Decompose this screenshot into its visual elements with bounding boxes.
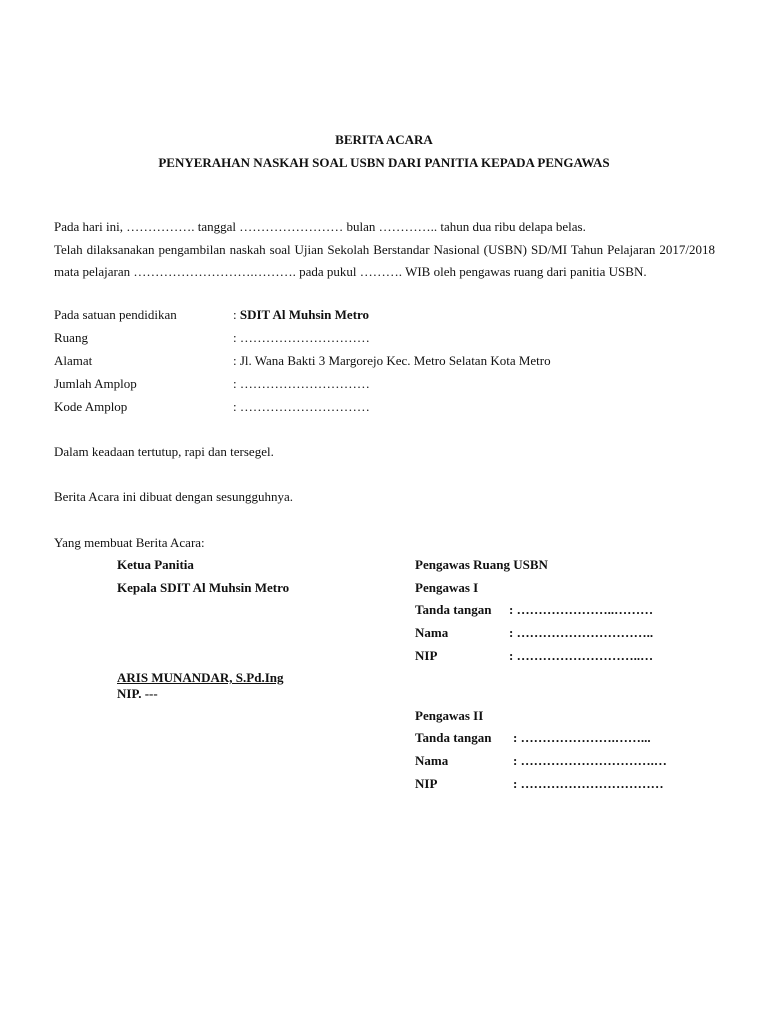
- detail-label: Alamat: [54, 353, 93, 368]
- detail-value: : …………………………: [233, 399, 370, 414]
- field-value: : …………………..………: [509, 602, 654, 617]
- field-label: NIP: [415, 648, 438, 663]
- left-role-chair: Ketua Panitia: [117, 557, 194, 572]
- detail-value: : Jl. Wana Bakti 3 Margorejo Kec. Metro Selatan Kota Metro: [233, 353, 551, 368]
- field-label: Nama: [415, 625, 449, 640]
- detail-label: Ruang: [54, 330, 88, 345]
- detail-value: :: [233, 307, 240, 322]
- right-heading: Pengawas Ruang USBN: [415, 557, 548, 572]
- detail-value: : …………………………: [233, 330, 370, 345]
- proctor-1-title: Pengawas I: [415, 580, 479, 595]
- condition-statement: Dalam keadaan tertutup, rapi dan tersegel.: [54, 444, 274, 459]
- intro-paragraph: [54, 216, 715, 284]
- school-name: SDIT Al Muhsin Metro: [239, 307, 370, 322]
- detail-value-wrap: [233, 307, 369, 323]
- left-role-head: Kepala SDIT Al Muhsin Metro: [117, 580, 290, 595]
- document-title: BERITA ACARA: [335, 132, 433, 147]
- intro-line-date: Pada hari ini, ……………. tanggal …………………… bulan ………….. tahun dua ribu delapa belas.: [54, 219, 586, 234]
- declaration-statement: Berita Acara ini dibuat dengan sesungguhnya.: [54, 489, 293, 504]
- detail-label: Jumlah Amplop: [54, 376, 137, 391]
- detail-value: : …………………………: [233, 376, 370, 391]
- document-subtitle: PENYERAHAN NASKAH SOAL USBN DARI PANITIA KEPADA PENGAWAS: [158, 155, 610, 170]
- field-value: : ………………………..…: [509, 648, 654, 663]
- field-label: Tanda tangan: [415, 602, 492, 617]
- field-label: Tanda tangan: [415, 730, 492, 745]
- proctor-2-title: Pengawas II: [415, 708, 484, 723]
- field-label: NIP: [415, 776, 438, 791]
- detail-label: Kode Amplop: [54, 399, 128, 414]
- left-signatory-nip: NIP. ---: [117, 686, 158, 701]
- made-by-label: Yang membuat Berita Acara:: [54, 535, 205, 550]
- field-value: : ……………………………: [513, 776, 664, 791]
- field-value: : …………………………..: [509, 625, 654, 640]
- field-value: : ………………….……...: [513, 730, 651, 745]
- left-signatory-name: ARIS MUNANDAR, S.Pd.Ing: [117, 670, 284, 685]
- intro-line-activity: Telah dilaksanakan pengambilan naskah soal Ujian Sekolah Berstandar Nasional (USBN) SD/MI Tahun Pelajaran 2017/2018 mata pelajaran ……………………….………. pada pukul ………. WIB oleh pengawas ruang dari panitia USBN.: [54, 241, 715, 280]
- detail-label: Pada satuan pendidikan: [54, 307, 177, 322]
- field-value: : ………………………….…: [513, 753, 667, 768]
- field-label: Nama: [415, 753, 449, 768]
